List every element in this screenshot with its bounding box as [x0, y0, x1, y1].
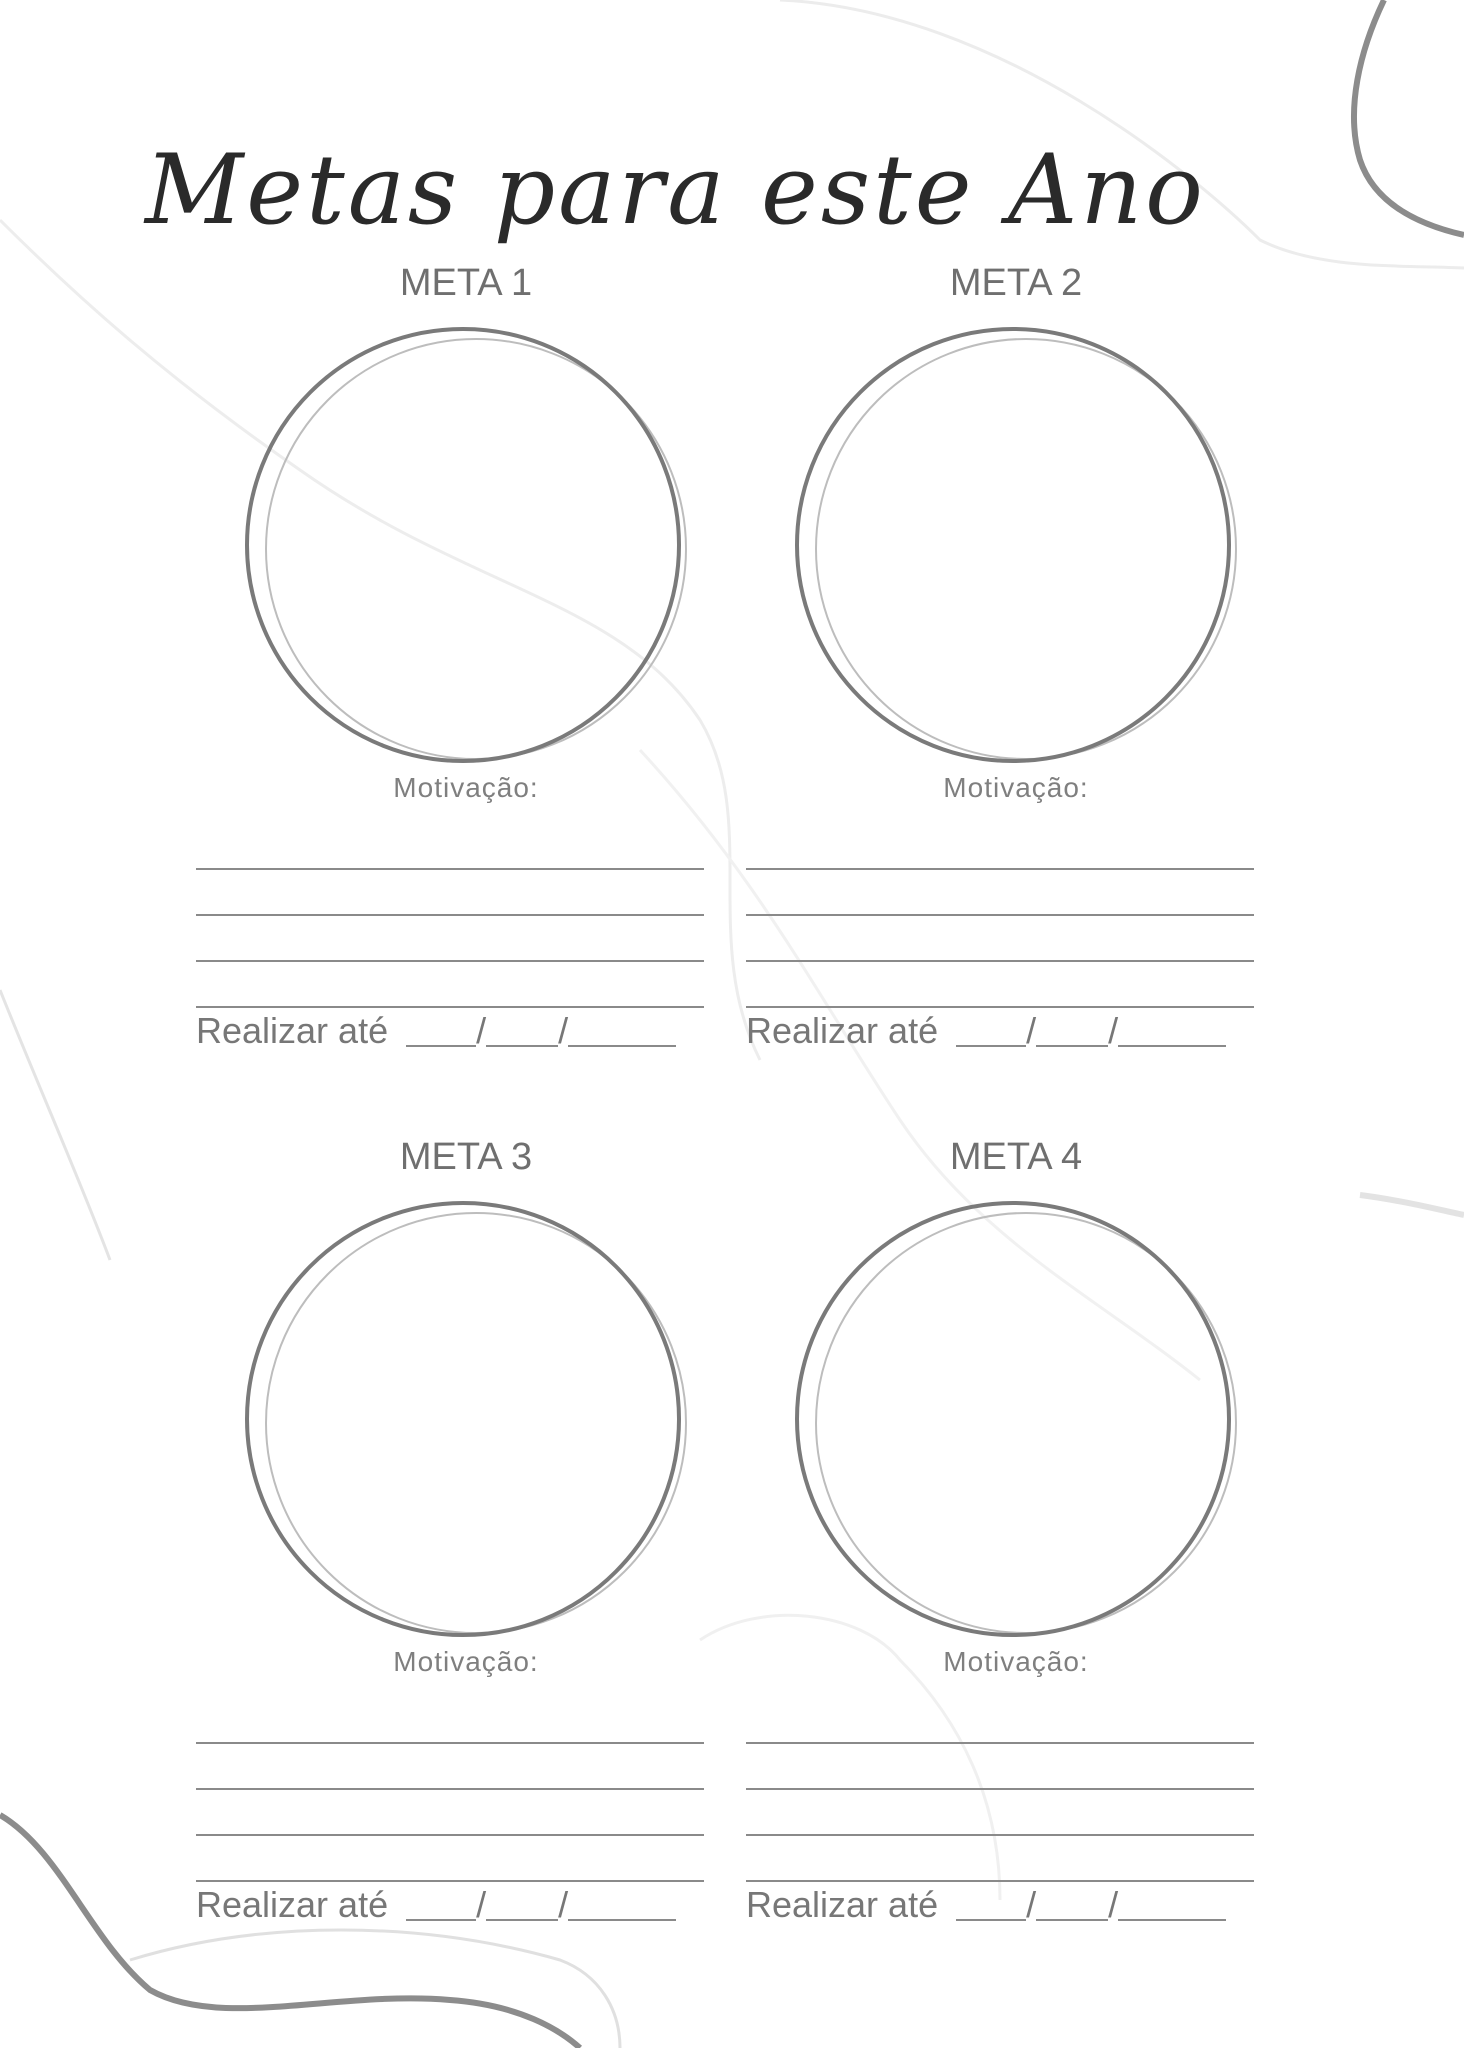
- month-blank[interactable]: [1036, 1909, 1108, 1921]
- year-blank[interactable]: [568, 1035, 676, 1047]
- motivation-line[interactable]: [196, 868, 704, 870]
- motivation-line[interactable]: [746, 960, 1254, 962]
- decor-line-right-mid: [1360, 1195, 1464, 1215]
- deadline-label: Realizar até: [196, 1010, 389, 1051]
- day-blank[interactable]: [406, 1035, 476, 1047]
- page-title: Metas para este Ano: [145, 134, 1206, 246]
- day-blank[interactable]: [956, 1035, 1026, 1047]
- date-slash: /: [558, 1884, 569, 1925]
- motivation-label: Motivação:: [943, 772, 1089, 803]
- goal-4: [746, 1132, 1286, 1952]
- year-blank[interactable]: [1118, 1035, 1226, 1047]
- date-slash: /: [1026, 1884, 1037, 1925]
- motivation-line[interactable]: [746, 868, 1254, 870]
- motivation-line[interactable]: [746, 1788, 1254, 1790]
- date-slash: /: [558, 1010, 569, 1051]
- month-blank[interactable]: [1036, 1035, 1108, 1047]
- motivation-line[interactable]: [196, 1788, 704, 1790]
- day-blank[interactable]: [406, 1909, 476, 1921]
- motivation-line[interactable]: [746, 1834, 1254, 1836]
- motivation-label: Motivação:: [393, 1646, 539, 1677]
- year-blank[interactable]: [1118, 1909, 1226, 1921]
- date-slash: /: [1108, 1884, 1119, 1925]
- deadline-row: [746, 1880, 1286, 1930]
- deadline-row: [746, 1006, 1286, 1056]
- day-blank[interactable]: [956, 1909, 1026, 1921]
- date-slash: /: [1026, 1010, 1037, 1051]
- motivation-line[interactable]: [746, 914, 1254, 916]
- goal-title: META 2: [949, 262, 1083, 304]
- motivation-line[interactable]: [196, 960, 704, 962]
- goal-circle[interactable]: [791, 313, 1251, 773]
- deadline-label: Realizar até: [196, 1884, 389, 1925]
- goal-circle[interactable]: [791, 1187, 1251, 1647]
- goal-title: META 3: [399, 1136, 533, 1178]
- deadline-label: Realizar até: [746, 1884, 939, 1925]
- goal-1: [196, 258, 736, 1078]
- date-slash: /: [476, 1884, 487, 1925]
- goal-circle[interactable]: [241, 313, 701, 773]
- month-blank[interactable]: [486, 1035, 558, 1047]
- goal-2: [746, 258, 1286, 1078]
- deadline-row: [196, 1880, 736, 1930]
- decor-line-left-mid: [0, 990, 110, 1260]
- motivation-line[interactable]: [196, 1834, 704, 1836]
- date-slash: /: [476, 1010, 487, 1051]
- motivation-line[interactable]: [196, 914, 704, 916]
- goal-title: META 4: [949, 1136, 1083, 1178]
- motivation-line[interactable]: [196, 1742, 704, 1744]
- deadline-label: Realizar até: [746, 1010, 939, 1051]
- deadline-row: [196, 1006, 736, 1056]
- year-blank[interactable]: [568, 1909, 676, 1921]
- date-slash: /: [1108, 1010, 1119, 1051]
- motivation-line[interactable]: [746, 1742, 1254, 1744]
- motivation-label: Motivação:: [393, 772, 539, 803]
- goal-title: META 1: [399, 262, 533, 304]
- decor-curve-top-right: [1354, 0, 1464, 235]
- goal-3: [196, 1132, 736, 1952]
- month-blank[interactable]: [486, 1909, 558, 1921]
- motivation-label: Motivação:: [943, 1646, 1089, 1677]
- goal-circle[interactable]: [241, 1187, 701, 1647]
